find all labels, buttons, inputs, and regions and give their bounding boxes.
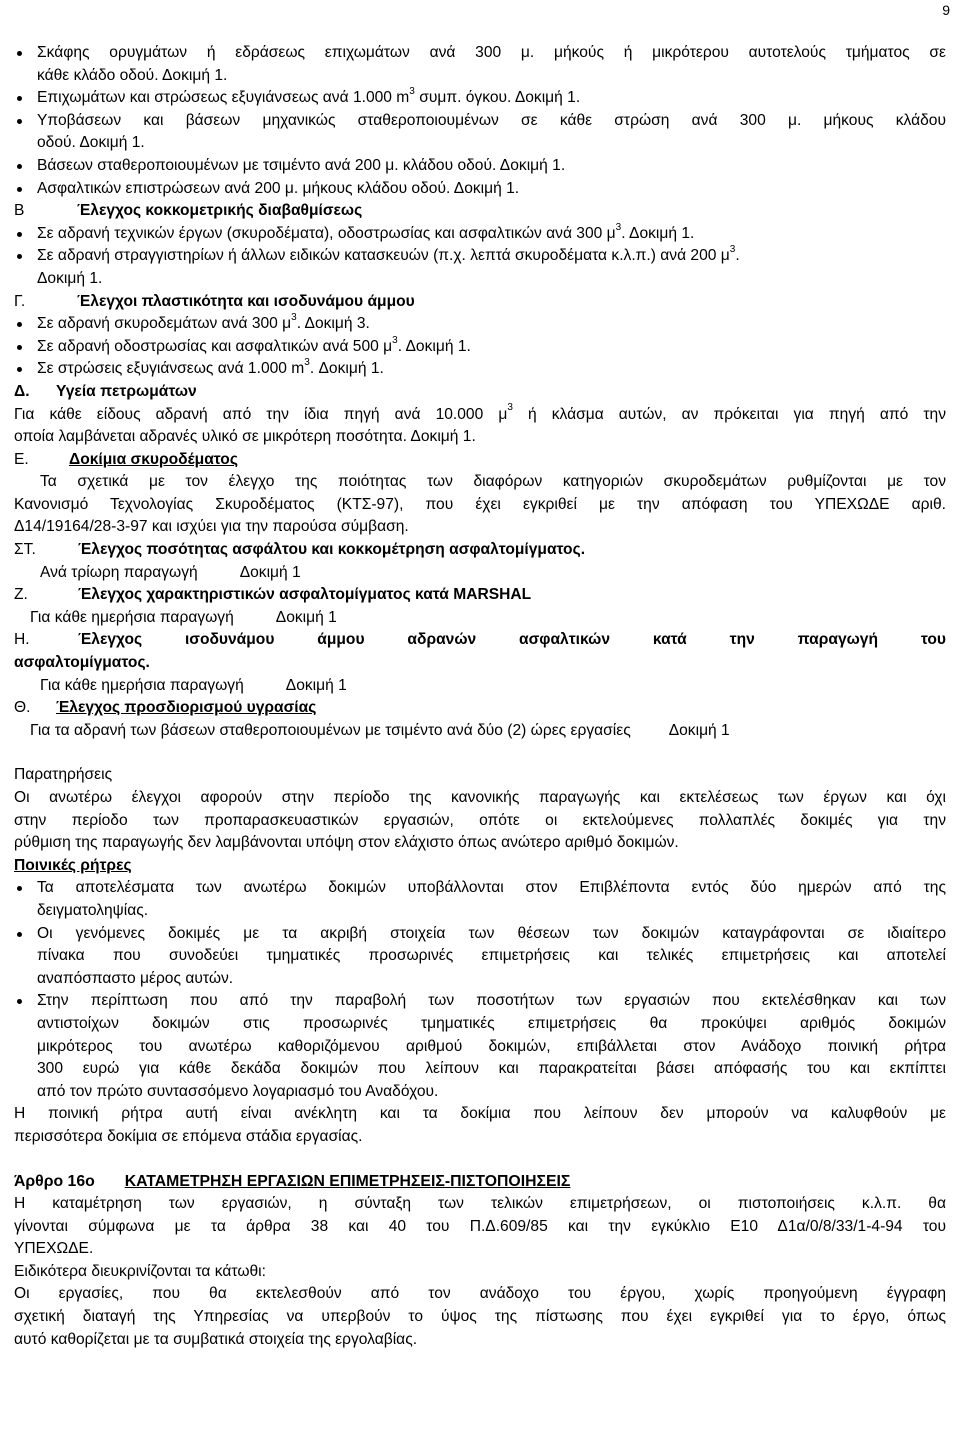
section-heading-h bbox=[14, 629, 946, 652]
text-run: Σε αδρανή στραγγιστηρίων ή άλλων ειδικών κατασκευών (π.χ. λεπτά σκυροδέματα κ.λ.π.) ανά 200 μ bbox=[37, 247, 730, 265]
text-line: Δοκιμή 1. bbox=[37, 269, 103, 287]
list-item bbox=[14, 178, 946, 201]
text-line: Τα σχετικά με τον έλεγχο της ποιότητας των διαφόρων κατηγοριών σκυροδεμάτων ρυθμίζονται με τον bbox=[40, 473, 946, 491]
list-item bbox=[14, 245, 946, 290]
list-item bbox=[14, 155, 946, 178]
text-line bbox=[37, 358, 946, 381]
section-heading-e bbox=[14, 449, 946, 472]
text-line: Κανονισμό Τεχνολογίας Σκυροδέματος (ΚΤΣ-97), που έχει εγκριθεί με την απόφαση του ΥΠΕΧΩΔΕ αριθ. bbox=[14, 495, 946, 513]
text-line: Οι ανωτέρω έλεγχοι αφορούν στην περίοδο της κανονικής παραγωγής και εκτελέσεως των έργων και όχι bbox=[14, 789, 946, 806]
text-run: συμπ. όγκου. Δοκιμή 1. bbox=[414, 89, 581, 107]
text-line: 300 ευρώ για κάθε δεκάδα δοκιμών που λείπουν και παρακρατείται βάσει απόφασής του και εκπίπτει bbox=[37, 1060, 946, 1078]
text-line bbox=[14, 562, 946, 585]
text-line bbox=[37, 223, 946, 246]
list-item bbox=[14, 42, 946, 87]
text-line: αντιστοίχων δοκιμών στις προσωρινές τμηματικές επιμετρήσεις θα προκύψει αριθμός δοκιμών bbox=[37, 1014, 946, 1032]
list-item bbox=[14, 877, 946, 922]
text-run: . Δοκιμή 3. bbox=[296, 315, 370, 333]
text-run: Σε στρώσεις εξυγιάνσεως ανά 1.000 m bbox=[37, 360, 305, 378]
section-heading-th bbox=[14, 697, 946, 720]
text-run: . Δοκιμή 1. bbox=[309, 360, 384, 378]
text-line: αναπόσπαστο μέρος αυτών. bbox=[37, 969, 234, 987]
section-title: Δοκίμια σκυροδέματος bbox=[69, 450, 238, 468]
text-line bbox=[14, 675, 946, 698]
document-page bbox=[14, 42, 946, 1351]
article-label: Άρθρο 16ο bbox=[14, 1172, 95, 1190]
text-line: Η καταμέτρηση των εργασιών, η σύνταξη των τελικών επιμετρήσεων, οι πιστοποιήσεις κ.λ.π. θα bbox=[14, 1195, 946, 1213]
text-run: . bbox=[735, 247, 740, 265]
section-title: Έλεγχος ποσότητας ασφάλτου και κοκκομέτρηση ασφαλτομίγματος. bbox=[78, 541, 586, 559]
superscript: 3 bbox=[615, 221, 622, 233]
text-line bbox=[37, 313, 946, 336]
text-line: Ειδικότερα διευκρινίζονται τα κάτωθι: bbox=[14, 1262, 266, 1280]
section-letter: Ζ. bbox=[14, 586, 28, 604]
section-letter: ΣΤ. bbox=[14, 541, 36, 559]
page-number: 9 bbox=[942, 2, 950, 18]
section-letter: Θ. bbox=[14, 699, 31, 717]
list-item bbox=[14, 923, 946, 991]
list-item bbox=[14, 223, 946, 246]
text-line: Δ14/19164/28-3-97 και ισχύει για την παρούσα σύμβαση. bbox=[14, 518, 409, 536]
remarks-heading: Παρατηρήσεις bbox=[14, 766, 113, 784]
article-heading bbox=[14, 1171, 946, 1194]
list-item bbox=[14, 358, 946, 381]
superscript: 3 bbox=[507, 402, 513, 414]
text-line: Τα αποτελέσματα των ανωτέρω δοκιμών υποβάλλονται στον Επιβλέποντα εντός δύο ημερών από της bbox=[37, 879, 946, 897]
text-run: Δοκιμή 1 bbox=[285, 676, 347, 694]
text-run: Δοκιμή 1 bbox=[668, 721, 730, 739]
text-line: Οι εργασίες, που θα εκτελεσθούν από τον ανάδοχο του έργου, χωρίς προηγούμενη έγγραφη bbox=[14, 1285, 946, 1303]
section-letter: Ε. bbox=[14, 450, 29, 468]
text-run: Σε αδρανή τεχνικών έργων (σκυροδέματα), οδοστρωσίας και ασφαλτικών ανά 300 μ bbox=[37, 224, 616, 242]
text-line: οδού. Δοκιμή 1. bbox=[37, 134, 145, 152]
text-run: Ανά τρίωρη παραγωγή bbox=[40, 563, 198, 581]
section-heading-c bbox=[14, 291, 946, 314]
section-letter: Γ. bbox=[14, 292, 26, 310]
section-title: Έλεγχοι πλαστικότητα και ισοδυνάμου άμμου bbox=[77, 292, 415, 310]
section-letter: Η. bbox=[14, 631, 30, 649]
text-line bbox=[37, 87, 946, 110]
section-letter: Δ. bbox=[14, 382, 30, 400]
text-line bbox=[37, 336, 946, 359]
list-item bbox=[14, 110, 946, 155]
text-run: Για κάθε ημερήσια παραγωγή bbox=[40, 676, 244, 694]
section-heading-b bbox=[14, 200, 946, 223]
text-line: Βάσεων σταθεροποιουμένων με τσιμέντο ανά 200 μ. κλάδου οδού. Δοκιμή 1. bbox=[37, 156, 566, 174]
text-run: . Δοκιμή 1. bbox=[621, 224, 695, 242]
superscript: 3 bbox=[729, 244, 736, 256]
section-title: Έλεγχος ισοδυνάμου άμμου αδρανών ασφαλτικών κατά την παραγωγή του bbox=[78, 631, 946, 649]
text-line: οποία λαμβάνεται αδρανές υλικό σε μικρότερη ποσότητα. Δοκιμή 1. bbox=[14, 428, 476, 446]
text-line bbox=[14, 607, 946, 630]
text-line: περισσότερα δοκίμια σε επόμενα στάδια εργασίας. bbox=[14, 1127, 363, 1145]
penalties-heading: Ποινικές ρήτρες bbox=[14, 856, 132, 874]
superscript: 3 bbox=[291, 311, 297, 323]
text-line: Υποβάσεων και βάσεων μηχανικώς σταθεροποιουμένων σε κάθε στρώση ανά 300 μ. μήκους κλάδου bbox=[37, 111, 946, 129]
list-item bbox=[14, 990, 946, 1103]
section-heading-z bbox=[14, 584, 946, 607]
superscript: 3 bbox=[409, 86, 415, 97]
section-heading-d bbox=[14, 381, 946, 404]
text-run: Για τα αδρανή των βάσεων σταθεροποιουμένων με τσιμέντο ανά δύο (2) ώρες εργασίες bbox=[30, 721, 631, 739]
text-line: Οι γενόμενες δοκιμές με τα ακριβή στοιχεία των θέσεων των δοκιμών καταγράφονται σε ιδιαίτερο bbox=[37, 924, 946, 942]
text-line: Σκάφης ορυγμάτων ή εδράσεως επιχωμάτων ανά 300 μ. μήκούς ή μικρότερου αυτοτελούς τμήματος σε bbox=[37, 44, 946, 61]
list-item bbox=[14, 87, 946, 110]
superscript: 3 bbox=[392, 334, 398, 346]
text-run: Δοκιμή 1 bbox=[239, 563, 301, 581]
text-line: στην περίοδο των προπαρασκευαστικών εργασιών, οπότε οι εκτελούμενες πολλαπλές δοκιμές για την bbox=[14, 811, 946, 829]
text-line: αυτό καθορίζεται με τα συμβατικά στοιχεία της εργολαβίας. bbox=[14, 1330, 418, 1348]
text-line: ασφαλτομίγματος. bbox=[14, 654, 150, 672]
text-run: Για κάθε είδους αδρανή από την ίδια πηγή ανά 10.000 μ bbox=[14, 405, 508, 423]
text-line: σχετική διαταγή της Υπηρεσίας να υπερβούν το ύψος της πίστωσης που έχει εγκριθεί για το έργο, όπως bbox=[14, 1308, 946, 1326]
superscript: 3 bbox=[304, 357, 310, 369]
text-line: Στην περίπτωση που από την παραβολή των ποσοτήτων των εργασιών που εκτελέσθηκαν και των bbox=[37, 992, 946, 1010]
text-run: Για κάθε ημερήσια παραγωγή bbox=[30, 608, 234, 626]
text-line: ρύθμιση της παραγωγής δεν λαμβάνονται υπόψη στον ελάχιστο όπως ανώτερο αριθμό δοκιμών. bbox=[14, 834, 679, 852]
text-line: γίνονται σύμφωνα με τα άρθρα 38 και 40 του Π.Δ.609/85 και την εγκύκλιο Ε10 Δ1α/0/8/33/1-4-94 του bbox=[14, 1217, 946, 1235]
text-line bbox=[14, 404, 946, 427]
article-title: ΚΑΤΑΜΕΤΡΗΣΗ ΕΡΓΑΣΙΩΝ ΕΠΙΜΕΤΡΗΣΕΙΣ-ΠΙΣΤΟΠΟΙΗΣΕΙΣ bbox=[124, 1172, 571, 1190]
text-line: από τον πρώτο συντασσόμενο λογαριασμό του Αναδόχου. bbox=[37, 1082, 439, 1100]
list-item bbox=[14, 313, 946, 336]
text-line bbox=[37, 245, 946, 268]
text-line bbox=[14, 720, 946, 743]
text-line: Η ποινική ρήτρα αυτή είναι ανέκλητη και τα δοκίμια που λείπουν δεν μπορούν να καλυφθούν με bbox=[14, 1105, 946, 1123]
text-line: Ασφαλτικών επιστρώσεων ανά 200 μ. μήκους κλάδου οδού. Δοκιμή 1. bbox=[37, 179, 520, 197]
list-item bbox=[14, 336, 946, 359]
text-run: ή κλάσμα αυτών, αν πρόκειται για πηγή από την bbox=[512, 405, 947, 423]
section-title: Έλεγχος κοκκομετρικής διαβαθμίσεως bbox=[77, 202, 363, 220]
section-heading-st bbox=[14, 539, 946, 562]
text-run: Δοκιμή 1 bbox=[275, 608, 337, 626]
text-line: μικρότερος του ανωτέρω καθοριζόμενου αριθμού δοκιμών, επιβάλλεται στον Ανάδοχο ποινική ρήτρα bbox=[37, 1037, 946, 1055]
section-title: Έλεγχος προσδιορισμού υγρασίας bbox=[56, 699, 317, 717]
text-run: . Δοκιμή 1. bbox=[397, 337, 471, 355]
text-run: Επιχωμάτων και στρώσεως εξυγιάνσεως ανά 1.000 m bbox=[37, 89, 410, 107]
text-line: ΥΠΕΧΩΔΕ. bbox=[14, 1240, 94, 1258]
text-run: Σε αδρανή οδοστρωσίας και ασφαλτικών ανά 500 μ bbox=[37, 337, 393, 355]
section-title: Υγεία πετρωμάτων bbox=[56, 382, 197, 400]
text-line: πίνακα που συνοδεύει τμηματικές προσωρινές επιμετρήσεις και τελικές επιμετρήσεις και αποτελεί bbox=[37, 947, 946, 965]
section-title: Έλεγχος χαρακτηριστικών ασφαλτομίγματος κατά MARSHAL bbox=[78, 586, 532, 604]
text-run: Σε αδρανή σκυροδεμάτων ανά 300 μ bbox=[37, 315, 292, 333]
text-line: δειγματοληψίας. bbox=[37, 901, 149, 919]
section-letter: Β bbox=[14, 202, 25, 220]
text-line: κάθε κλάδο οδού. Δοκιμή 1. bbox=[37, 66, 228, 84]
